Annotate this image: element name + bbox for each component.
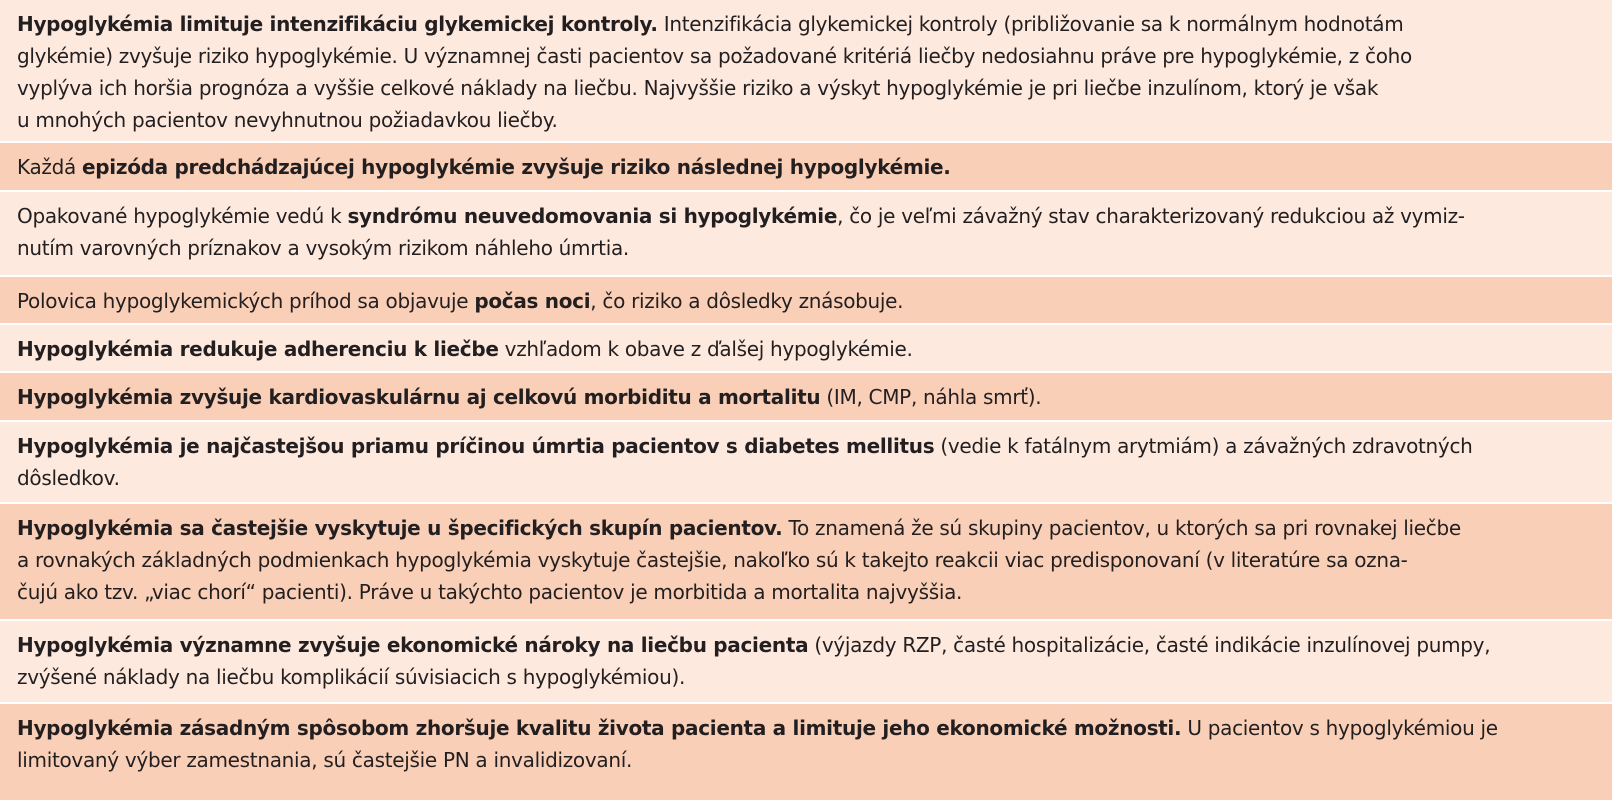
row-text: u mnohých pacientov nevyhnutnou požiadavkou liečby. [17, 108, 558, 132]
bold-text: Hypoglykémia sa častejšie vyskytuje u špecifických skupín pacientov. [17, 516, 783, 540]
row-text: (IM, CMP, náhla smrť). [820, 385, 1042, 409]
row-line [17, 512, 1592, 544]
bold-text: Hypoglykémia zásadným spôsobom zhoršuje kvalitu života pacienta a limituje jeho ekonomické možnosti. [17, 716, 1182, 740]
row-line [17, 72, 1592, 104]
table-row [0, 373, 1612, 420]
row-line [17, 381, 1592, 413]
row-line [17, 232, 1592, 264]
row-text: zvýšené náklady na liečbu komplikácií súvisiacich s hypoglykémiou). [17, 665, 686, 689]
row-line [17, 333, 1592, 365]
row-text: , čo riziko a dôsledky znásobuje. [590, 289, 904, 313]
bold-text: epizóda predchádzajúcej hypoglykémie zvyšuje riziko následnej hypoglykémie. [82, 155, 951, 179]
table-row [0, 325, 1612, 371]
bold-text: Hypoglykémia významne zvyšuje ekonomické nároky na liečbu pacienta [17, 633, 809, 657]
row-line [17, 8, 1592, 40]
table-row [0, 0, 1612, 141]
row-text: U pacientov s hypoglykémiou je [1181, 716, 1498, 740]
bold-text: Hypoglykémia je najčastejšou priamu príčinou úmrtia pacientov s diabetes mellitus [17, 434, 935, 458]
row-line [17, 744, 1592, 776]
row-line [17, 576, 1592, 608]
table-row [0, 621, 1612, 702]
table-row [0, 704, 1612, 800]
row-line [17, 462, 1592, 494]
table-row [0, 192, 1612, 275]
row-text: vyplýva ich horšia prognóza a vyššie celkové náklady na liečbu. Najvyššie riziko a výskyt hypoglykémie je pri liečbe inzulínom, ktorý je však [17, 76, 1379, 100]
bold-text: syndrómu neuvedomovania si hypoglykémie [347, 204, 838, 228]
table-row [0, 422, 1612, 502]
row-pre-text: Každá [17, 155, 83, 179]
row-text: , čo je veľmi závažný stav charakterizovaný redukciou až vymiz- [837, 204, 1465, 228]
row-line [17, 151, 1592, 183]
row-line [17, 544, 1592, 576]
row-text: glykémie) zvyšuje riziko hypoglykémie. U významnej časti pacientov sa požadované kritériá liečby nedosiahnu práve pre hypoglykémie, z čoho [17, 44, 1412, 68]
bold-text: počas noci [474, 289, 591, 313]
row-text: limitovaný výber zamestnania, sú častejšie PN a invalidizovaní. [17, 748, 633, 772]
row-text: dôsledkov. [17, 466, 120, 490]
row-text: a rovnakých základných podmienkach hypoglykémia vyskytuje častejšie, nakoľko sú k takejto reakcii viac predisponovaní (v literatúre sa ozna- [17, 548, 1408, 572]
row-text: To znamená že sú skupiny pacientov, u ktorých sa pri rovnakej liečbe [782, 516, 1461, 540]
bold-text: Hypoglykémia redukuje adherenciu k liečbe [17, 337, 499, 361]
bold-text: Hypoglykémia limituje intenzifikáciu glykemickej kontroly. [17, 12, 658, 36]
row-text: nutím varovných príznakov a vysokým rizikom náhleho úmrtia. [17, 236, 629, 260]
table-row [0, 504, 1612, 619]
row-text: Intenzifikácia glykemickej kontroly (približovanie sa k normálnym hodnotám [657, 12, 1404, 36]
row-line [17, 200, 1592, 232]
row-text: (vedie k fatálnym arytmiám) a závažných zdravotných [934, 434, 1473, 458]
table-row [0, 143, 1612, 190]
row-line [17, 104, 1592, 136]
row-text: vzhľadom k obave z ďalšej hypoglykémie. [498, 337, 913, 361]
row-text: čujú ako tzv. „viac chorí“ pacienti). Práve u takýchto pacientov je morbitida a mortalita najvyššia. [17, 580, 963, 604]
row-line [17, 661, 1592, 693]
row-line [17, 285, 1592, 317]
row-line [17, 430, 1592, 462]
row-line [17, 629, 1592, 661]
table-row [0, 277, 1612, 323]
row-text: (výjazdy RZP, časté hospitalizácie, časté indikácie inzulínovej pumpy, [808, 633, 1491, 657]
row-line [17, 40, 1592, 72]
bold-text: Hypoglykémia zvyšuje kardiovaskulárnu aj celkovú morbiditu a mortalitu [17, 385, 821, 409]
row-line [17, 712, 1592, 744]
row-pre-text: Polovica hypoglykemických príhod sa objavuje [17, 289, 475, 313]
row-pre-text: Opakované hypoglykémie vedú k [17, 204, 348, 228]
